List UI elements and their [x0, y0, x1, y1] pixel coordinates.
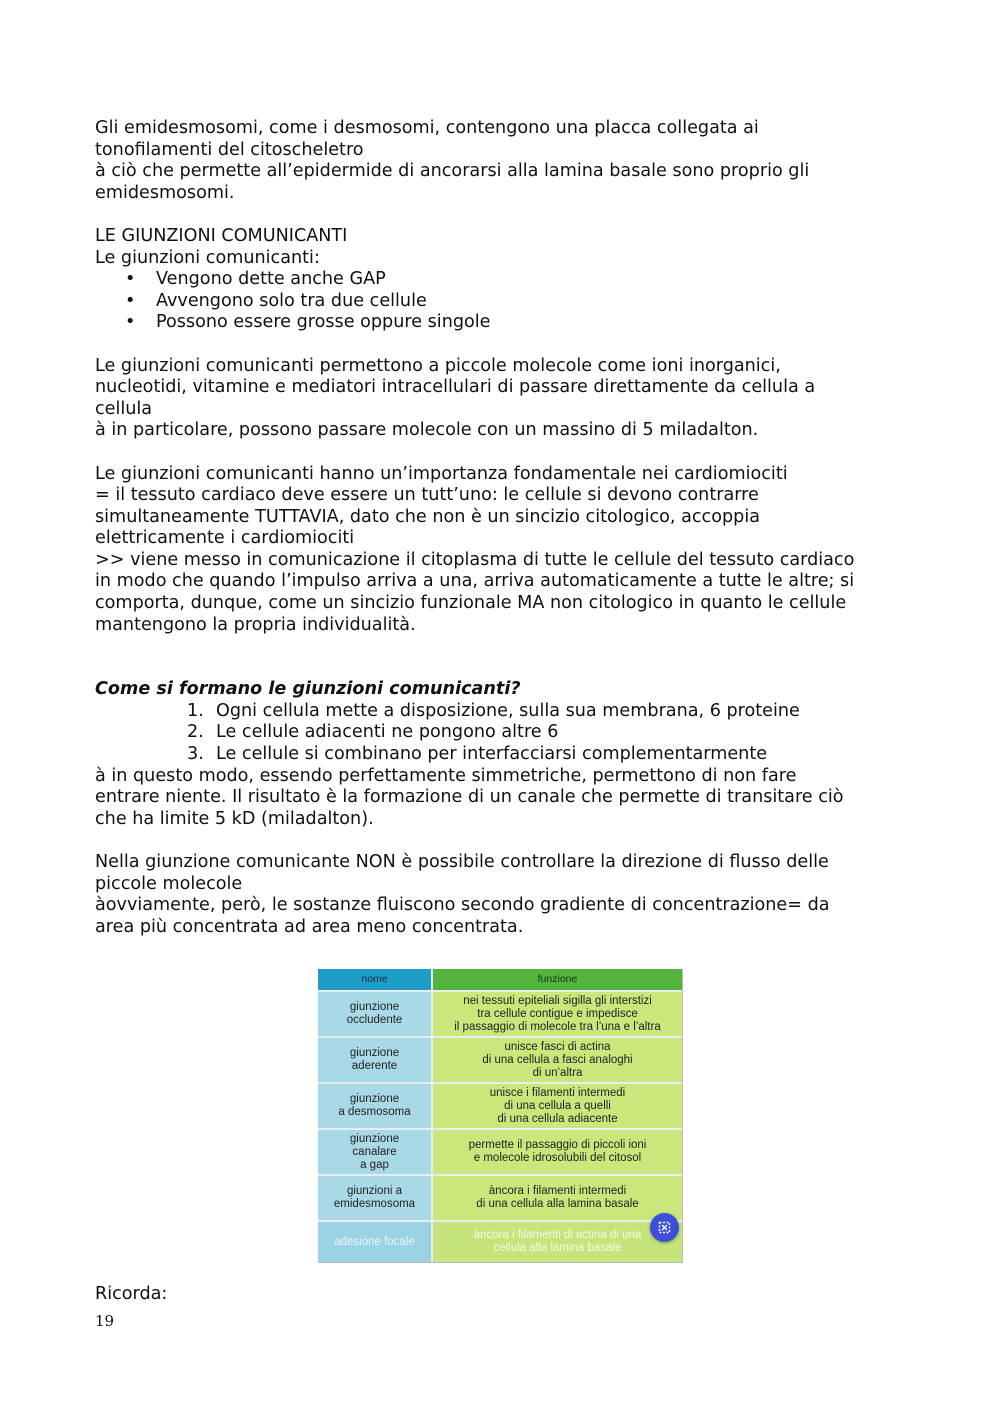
row-name: giunzioni a emidesmosoma: [318, 1176, 431, 1220]
list-item: [95, 701, 910, 723]
steps-list: [95, 701, 910, 766]
bullet-list: [95, 269, 910, 334]
intro-line-3: à ciò che permette all’epidermide di ancorarsi alla lamina basale sono proprio gli: [95, 161, 810, 182]
list-item: • Possono essere grosse oppure singole: [95, 312, 910, 334]
junction-table-image: [318, 969, 683, 1263]
step-text: Ogni cellula mette a disposizione, sulla sua membrana, 6 proteine: [216, 700, 800, 721]
row-function: permette il passaggio di piccoli ioni e molecole idrosolubili del citosol: [433, 1130, 682, 1174]
para3-line-7: comporta, dunque, come un sincizio funzionale MA non citologico in quanto le cellule: [95, 593, 847, 614]
para4-line-1: Nella giunzione comunicante NON è possibile controllare la direzione di flusso delle: [95, 852, 829, 872]
section-lead: Le giunzioni comunicanti:: [95, 247, 320, 268]
table-row: [318, 992, 682, 1036]
list-item: • Vengono dette anche GAP: [95, 269, 910, 291]
document-body: [95, 118, 910, 938]
para3-line-8: mantengono la propria individualità.: [95, 614, 416, 635]
step-text: Le cellule adiacenti ne pongono altre 6: [216, 722, 559, 743]
step-number: 2.: [187, 722, 204, 743]
para3-line-3: simultaneamente TUTTAVIA, dato che non è un sincizio citologico, accoppia: [95, 506, 761, 527]
para2-line-4: à in particolare, possono passare molecole con un massino di 5 miladalton.: [95, 420, 759, 441]
row-name: giunzione a desmosoma: [318, 1084, 431, 1128]
table-row: [318, 1222, 682, 1262]
table-row: [318, 1176, 682, 1220]
para2-line-2: nucleotidi, vitamine e mediatori intracellulari di passare direttamente da cellula a: [95, 377, 816, 398]
para3-line-4: elettricamente i cardiomiociti: [95, 528, 355, 549]
list-item: [95, 722, 910, 744]
para4-line-4: area più concentrata ad area meno concentrata.: [95, 916, 524, 937]
intro-line-4: emidesmosomi.: [95, 182, 235, 203]
list-item: [95, 744, 910, 766]
row-function: unisce i filamenti intermedi di una cellula a quelli di una cellula adiacente: [433, 1084, 682, 1128]
section-heading: LE GIUNZIONI COMUNICANTI: [95, 225, 348, 246]
page-number: 19: [95, 1312, 115, 1330]
para2-line-3: cellula: [95, 398, 153, 419]
question-after-3: che ha limite 5 kD (miladalton).: [95, 808, 374, 829]
question-heading: Come si formano le giunzioni comunicanti?: [95, 679, 521, 700]
header-name: nome: [318, 969, 431, 990]
intro-line-1: Gli emidesmosomi, come i desmosomi, contengono una placca collegata ai: [95, 118, 759, 138]
step-text: Le cellule si combinano per interfacciarsi complementarmente: [216, 744, 768, 765]
table-row: [318, 1130, 682, 1174]
question-after-2: entrare niente. Il risultato è la formazione di un canale che permette di transitare ciò: [95, 787, 844, 808]
para3-line-5: >> viene messo in comunicazione il citoplasma di tutte le cellule del tessuto cardiaco: [95, 549, 855, 570]
para3-line-1: Le giunzioni comunicanti hanno un’importanza fondamentale nei cardiomiociti: [95, 463, 788, 484]
ricorda-label: Ricorda:: [95, 1284, 168, 1304]
row-function: àncora i filamenti di actina di una cellula alla lamina basale: [433, 1222, 682, 1262]
row-name: giunzione canalare a gap: [318, 1130, 431, 1174]
table-header-row: [318, 969, 682, 990]
row-name: giunzione occludente: [318, 992, 431, 1036]
para4-line-2: piccole molecole: [95, 873, 243, 894]
row-name: adesione focale: [318, 1222, 431, 1262]
row-function: unisce fasci di actina di una cellula a fasci analoghi di un’altra: [433, 1038, 682, 1082]
table-row: [318, 1038, 682, 1082]
table-row: [318, 1084, 682, 1128]
para2-line-1: Le giunzioni comunicanti permettono a piccole molecole come ioni inorganici,: [95, 355, 781, 376]
row-function: àncora i filamenti intermedi di una cellula alla lamina basale: [433, 1176, 682, 1220]
row-function: nei tessuti epiteliali sigilla gli interstizi tra cellule contigue e impedisce il passaggio di molecole tra l’una e l’altra: [433, 992, 682, 1036]
list-item: • Avvengono solo tra due cellule: [95, 291, 910, 313]
step-number: 3.: [187, 744, 204, 765]
crop-icon: [657, 1220, 672, 1235]
para4-line-3: àovviamente, però, le sostanze fluiscono secondo gradiente di concentrazione= da: [95, 895, 830, 916]
image-action-button[interactable]: [650, 1213, 679, 1242]
question-after-1: à in questo modo, essendo perfettamente simmetriche, permettono di non fare: [95, 765, 797, 786]
row-name: giunzione aderente: [318, 1038, 431, 1082]
intro-line-2: tonofilamenti del citoscheletro: [95, 139, 364, 160]
step-number: 1.: [187, 700, 204, 721]
para3-line-6: in modo che quando l’impulso arriva a una, arriva automaticamente a tutte le altre; si: [95, 571, 855, 592]
header-function: funzione: [433, 969, 682, 990]
para3-line-2: = il tessuto cardiaco deve essere un tutt’uno: le cellule si devono contrarre: [95, 485, 759, 506]
